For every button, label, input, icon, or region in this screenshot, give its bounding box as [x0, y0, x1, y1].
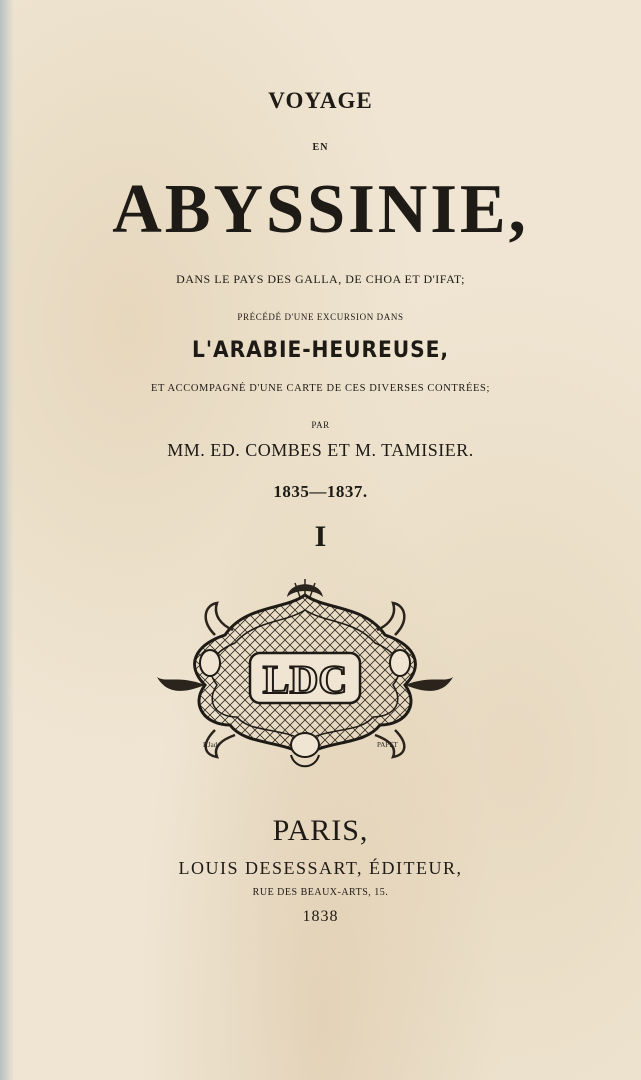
subtitle: DANS LE PAYS DES GALLA, DE CHOA ET D'IFAT;	[176, 272, 465, 286]
engraver-left: P.Jad.	[203, 741, 219, 749]
accompanied-line: ET ACCOMPAGNÉ D'UNE CARTE DE CES DIVERSES CONTRÉES;	[150, 383, 491, 394]
vignette-monogram: LDC	[262, 657, 348, 702]
volume-number: I	[314, 520, 327, 553]
engraver-right: PAPET	[377, 741, 398, 749]
imprint-address: RUE DES BEAUX-ARTS, 15.	[252, 887, 389, 898]
imprint-city: PARIS,	[272, 814, 369, 847]
arabie-title: L'ARABIE-HEUREUSE,	[192, 338, 449, 363]
imprint-year: 1838	[302, 908, 339, 925]
main-title: ABYSSINIE,	[112, 171, 529, 248]
authors: MM. ED. COMBES ET M. TAMISIER.	[167, 440, 474, 460]
ornamental-cartouche-icon	[155, 575, 455, 775]
imprint-publisher: LOUIS DESESSART, ÉDITEUR,	[178, 858, 463, 878]
par-line: PAR	[311, 420, 330, 430]
title-voyage: VOYAGE	[268, 88, 373, 113]
title-en: EN	[312, 142, 329, 153]
years: 1835—1837.	[273, 482, 368, 501]
preceded-line: PRÉCÉDÉ D'UNE EXCURSION DANS	[237, 312, 404, 322]
